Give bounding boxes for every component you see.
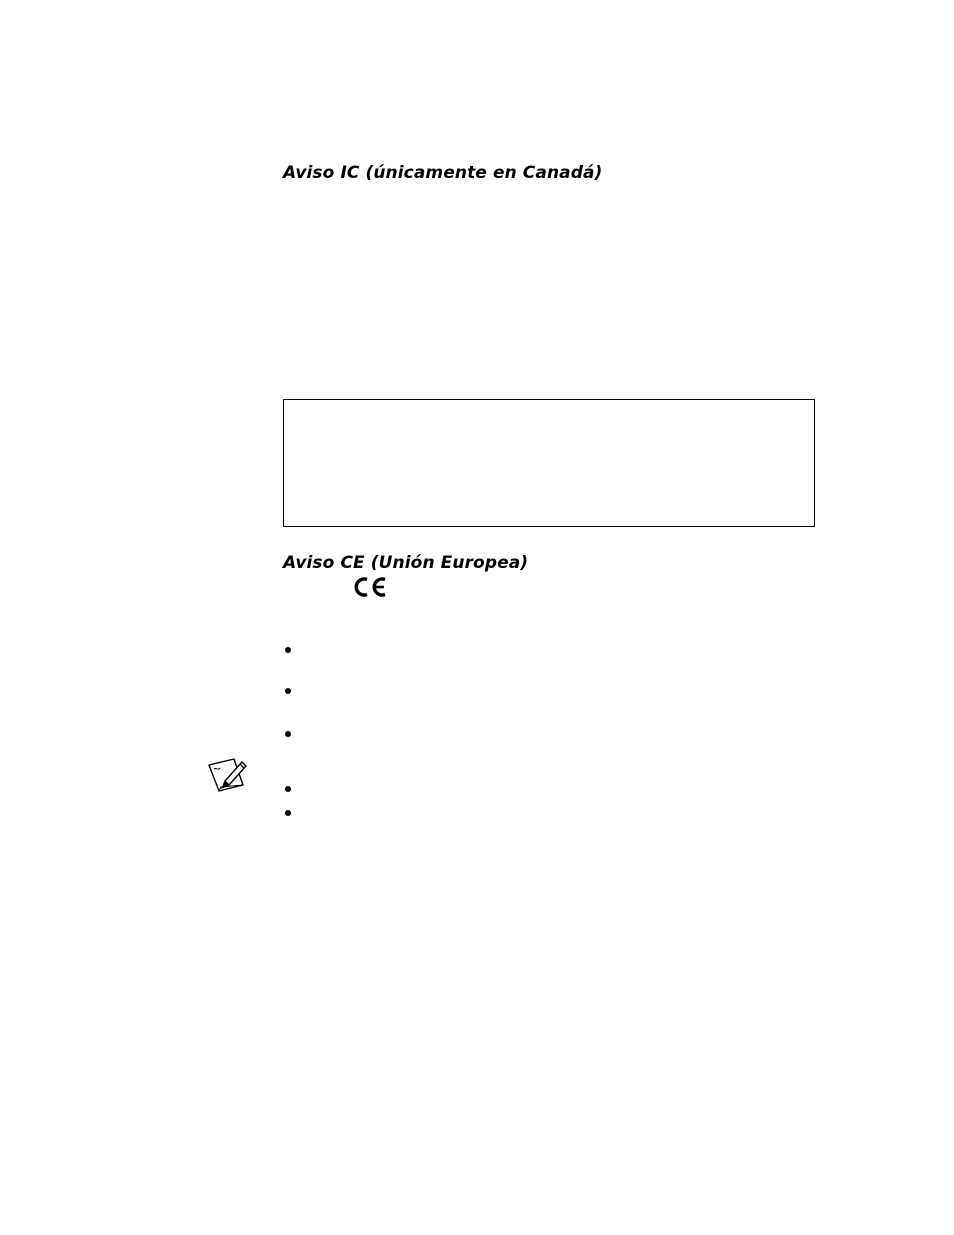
notice-box xyxy=(283,399,815,527)
note-pencil-icon xyxy=(207,756,249,792)
list-bullet xyxy=(285,786,291,792)
list-bullet xyxy=(285,810,291,816)
list-bullet xyxy=(285,647,291,653)
ce-mark-icon xyxy=(352,577,388,597)
list-bullet xyxy=(285,731,291,737)
ce-notice-heading: Aviso CE (Unión Europea) xyxy=(283,553,529,573)
ic-notice-heading: Aviso IC (únicamente en Canadá) xyxy=(283,163,603,183)
list-bullet xyxy=(285,688,291,694)
